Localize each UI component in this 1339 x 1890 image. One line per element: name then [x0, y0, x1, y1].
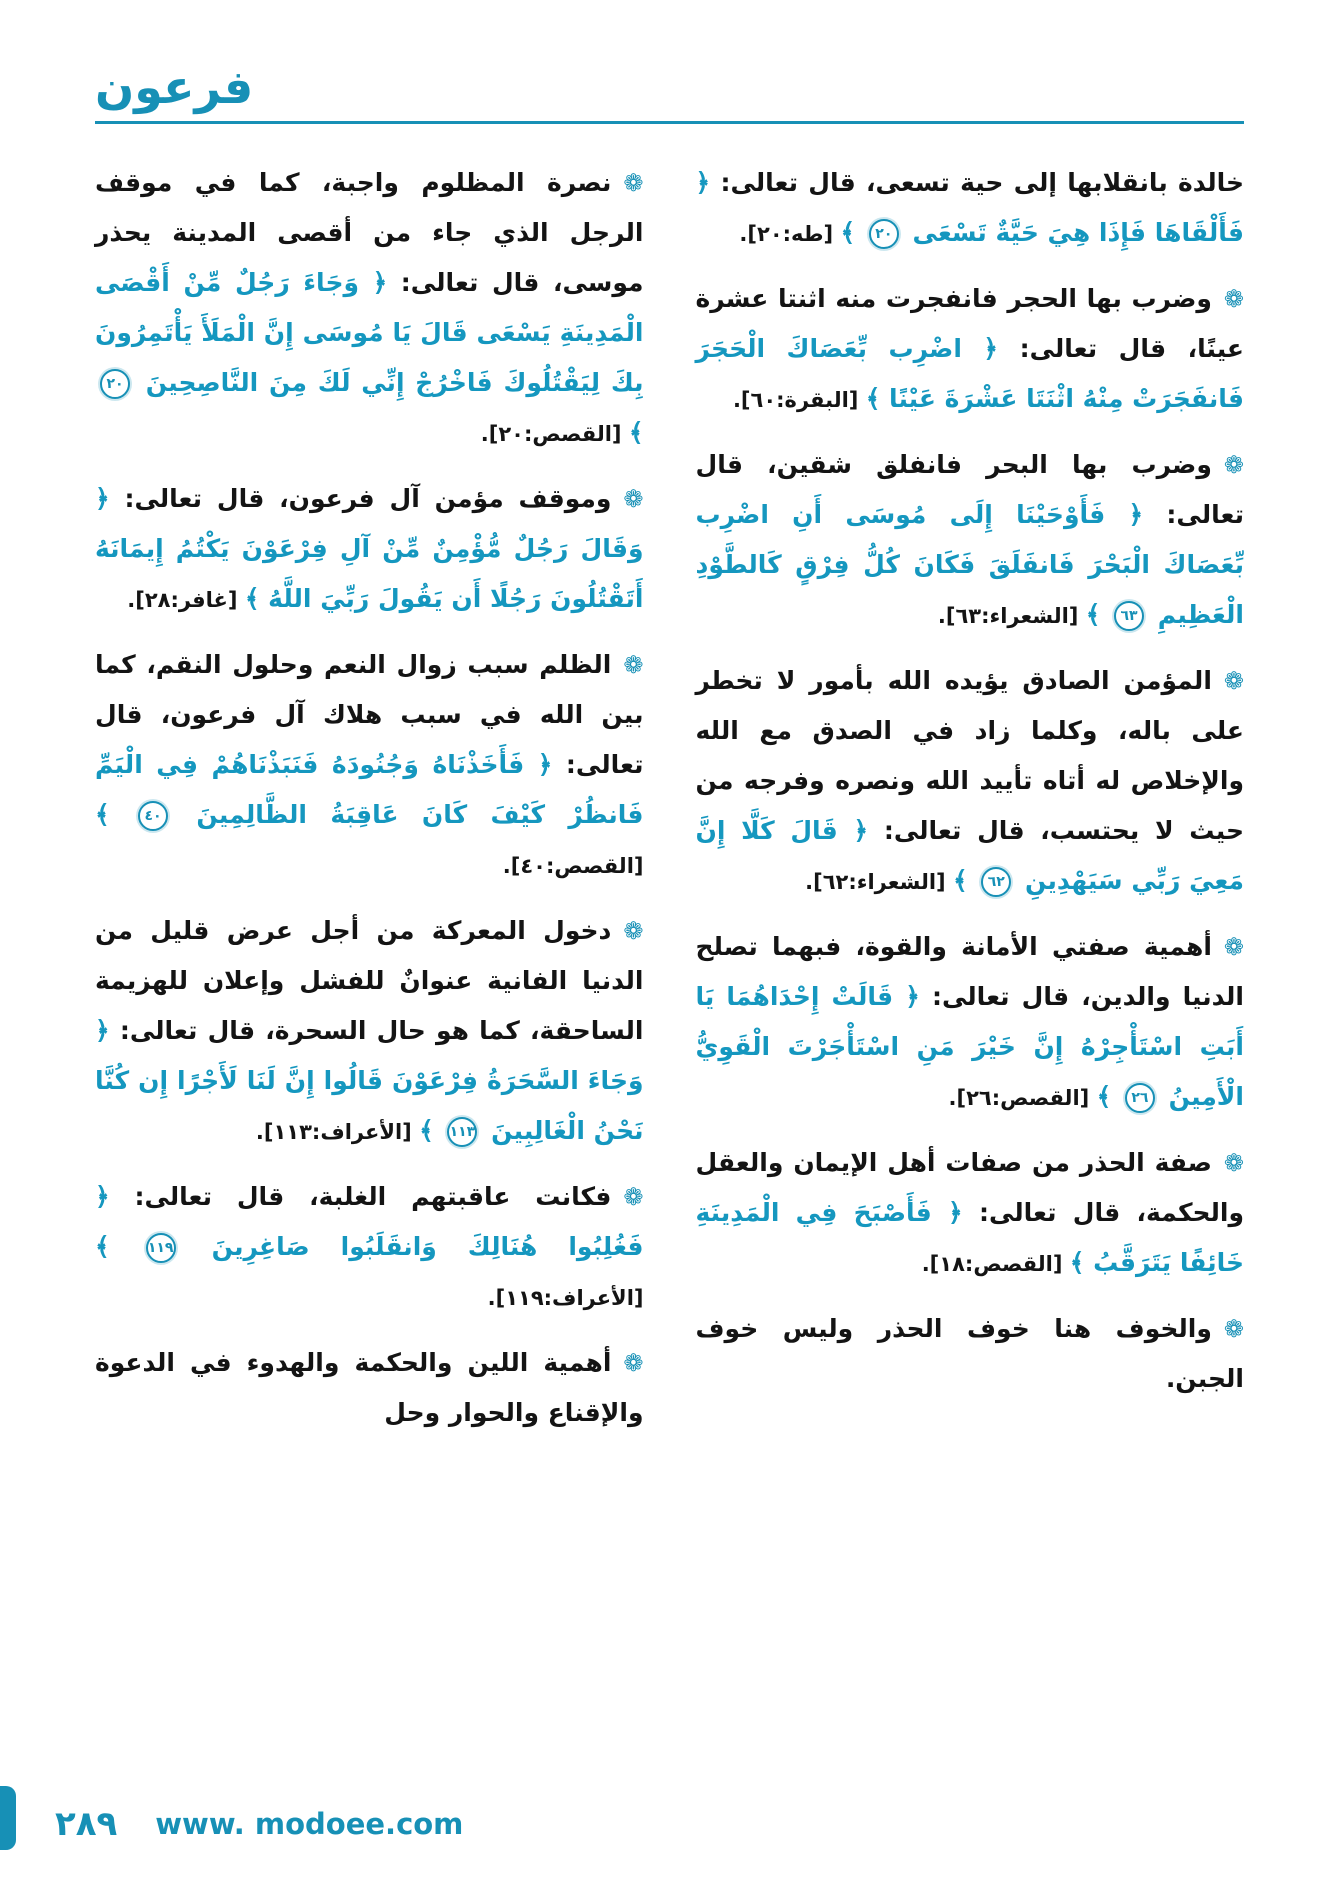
- list-item: [95, 158, 644, 458]
- page-title: فرعون: [95, 60, 254, 114]
- quran-verse: ﴿ فَأَوْحَيْنَا إِلَى مُوسَى أَنِ اضْرِب بِّعَصَاكَ الْبَحْرَ فَانفَلَقَ فَكَانَ كُلُّ فِرْقٍ كَالطَّوْدِ الْعَظِيمِ: [695, 499, 1244, 629]
- quran-verse: ﴾: [1085, 599, 1110, 629]
- list-item: [696, 274, 1245, 424]
- body-text: فكانت عاقبتهم الغلبة، قال تعالى:: [109, 1181, 612, 1211]
- quran-verse: ﴿ اضْرِب بِّعَصَاكَ الْحَجَرَ فَانفَجَرَتْ مِنْهُ اثْنَتَا عَشْرَةَ عَيْنًا ﴾: [695, 333, 1244, 413]
- body-text: خالدة بانقلابها إلى حية تسعى، قال تعالى:: [710, 167, 1244, 197]
- left-column: [95, 158, 644, 1454]
- quran-verse: ﴿ فَأَلْقَاهَا فَإِذَا هِيَ حَيَّةٌ تَسْعَى: [695, 167, 1244, 247]
- verse-number-marker: ٢٠: [100, 369, 130, 399]
- flower-bullet-icon: ❁: [623, 650, 644, 679]
- verse-reference: [القصص:٢٦].: [948, 1085, 1097, 1110]
- verse-reference: [الأعراف:١١٩].: [487, 1285, 644, 1310]
- verse-number-marker: ١١٩: [146, 1233, 176, 1263]
- list-item: [696, 1138, 1245, 1288]
- body-text: وضرب بها البحر فانفلق شقين، قال تعالى:: [695, 449, 1244, 529]
- body-text: أهمية اللين والحكمة والهدوء في الدعوة والإقناع والحوار وحل: [95, 1347, 644, 1427]
- flower-bullet-icon: ❁: [623, 484, 644, 513]
- body-text: أهمية صفتي الأمانة والقوة، فبهما تصلح الدنيا والدين، قال تعالى:: [695, 931, 1244, 1011]
- list-item: [95, 640, 644, 890]
- list-item: [696, 158, 1245, 258]
- list-item: [696, 440, 1245, 640]
- page-edge-tab: [0, 1786, 16, 1850]
- body-text: والخوف هنا خوف الحذر وليس خوف الجبن.: [695, 1313, 1244, 1393]
- verse-reference: [القصص:١٨].: [921, 1251, 1070, 1276]
- flower-bullet-icon: ❁: [1223, 932, 1244, 961]
- flower-bullet-icon: ❁: [623, 1182, 644, 1211]
- quran-verse: ﴿ فَأَخَذْنَاهُ وَجُنُودَهُ فَنَبَذْنَاهُمْ فِي الْيَمِّ فَانظُرْ كَيْفَ كَانَ عَاقِبَةُ الظَّالِمِينَ: [95, 749, 644, 829]
- verse-number-marker: ٦٣: [1114, 601, 1144, 631]
- quran-verse: ﴾: [628, 417, 644, 447]
- quran-verse: ﴾: [419, 1115, 443, 1145]
- verse-number-marker: ١١٣: [447, 1117, 477, 1147]
- quran-verse: ﴿ فَغُلِبُوا هُنَالِكَ وَانقَلَبُوا صَاغِرِينَ: [95, 1181, 644, 1261]
- quran-verse: ﴿ وَجَاءَ رَجُلٌ مِّنْ أَقْصَى الْمَدِينَةِ يَسْعَى قَالَ يَا مُوسَى إِنَّ الْمَلَأَ يَأْتَمِرُونَ بِكَ لِيَقْتُلُوكَ فَاخْرُجْ إِنِّي لَكَ مِنَ النَّاصِحِينَ: [95, 267, 644, 397]
- content-columns: [95, 158, 1244, 1454]
- flower-bullet-icon: ❁: [1223, 666, 1244, 695]
- flower-bullet-icon: ❁: [1223, 284, 1244, 313]
- quran-verse: ﴾: [95, 799, 134, 829]
- header-divider: [95, 121, 1244, 124]
- list-item: [95, 474, 644, 624]
- list-item: [696, 656, 1245, 906]
- quran-verse: ﴿ وَجَاءَ السَّحَرَةُ فِرْعَوْنَ قَالُوا إِنَّ لَنَا لَأَجْرًا إِن كُنَّا نَحْنُ الْغَالِبِينَ: [95, 1015, 644, 1145]
- quran-verse: ﴾: [1096, 1081, 1120, 1111]
- flower-bullet-icon: ❁: [623, 1348, 644, 1377]
- list-item: [95, 906, 644, 1156]
- body-text: دخول المعركة من أجل عرض قليل من الدنيا الفانية عنوانٌ للفشل وإعلان للهزيمة الساحقة، كما هو حال السحرة، قال تعالى:: [95, 915, 644, 1045]
- body-text: نصرة المظلوم واجبة، كما في موقف الرجل الذي جاء من أقصى المدينة يحذر موسى، قال تعالى:: [95, 167, 644, 297]
- verse-reference: [القصص:٢٠].: [480, 421, 629, 446]
- quran-verse: ﴿ وَقَالَ رَجُلٌ مُّؤْمِنٌ مِّنْ آلِ فِرْعَوْنَ يَكْتُمُ إِيمَانَهُ أَتَقْتُلُونَ رَجُلًا أَن يَقُولَ رَبِّيَ اللَّهُ ﴾: [95, 483, 644, 613]
- flower-bullet-icon: ❁: [1223, 450, 1244, 479]
- flower-bullet-icon: ❁: [623, 168, 644, 197]
- verse-reference: [الشعراء:٦٣].: [937, 603, 1086, 628]
- quran-verse: ﴾: [840, 217, 864, 247]
- flower-bullet-icon: ❁: [1223, 1148, 1244, 1177]
- quran-verse: ﴿ قَالَ كَلَّا إِنَّ مَعِيَ رَبِّي سَيَهْدِينِ: [695, 815, 1244, 895]
- list-item: [95, 1338, 644, 1438]
- body-text: وموقف مؤمن آل فرعون، قال تعالى:: [109, 483, 612, 513]
- flower-bullet-icon: ❁: [1223, 1314, 1244, 1343]
- verse-reference: [الأعراف:١١٣].: [255, 1119, 420, 1144]
- website-text: www. modoee.com: [155, 1807, 464, 1841]
- verse-number-marker: ٢٠: [869, 219, 899, 249]
- right-column: [696, 158, 1245, 1454]
- page-header: [95, 62, 1244, 113]
- page-number: ٢٨٩: [55, 1804, 118, 1844]
- quran-verse: ﴿ فَأَصْبَحَ فِي الْمَدِينَةِ خَائِفًا يَتَرَقَّبُ ﴾: [695, 1197, 1244, 1277]
- quran-verse: ﴾: [952, 865, 977, 895]
- body-text: المؤمن الصادق يؤيده الله بأمور لا تخطر على باله، وكلما زاد في الصدق مع الله والإخلاص له أتاه تأييد الله ونصره وفرجه من حيث لا يحتسب، قال تعالى:: [695, 665, 1244, 845]
- body-text: الظلم سبب زوال النعم وحلول النقم، كما بين الله في سبب هلاك آل فرعون، قال تعالى:: [95, 649, 644, 779]
- verse-number-marker: ٦٢: [981, 867, 1011, 897]
- verse-reference: [القصص:٤٠].: [502, 853, 644, 878]
- body-text: وضرب بها الحجر فانفجرت منه اثنتا عشرة عينًا، قال تعالى:: [695, 283, 1245, 363]
- list-item: [95, 1172, 644, 1322]
- verse-reference: [الشعراء:٦٢].: [805, 869, 953, 894]
- verse-reference: [طه:٢٠].: [739, 221, 841, 246]
- verse-number-marker: ٢٦: [1125, 1083, 1155, 1113]
- list-item: [696, 922, 1245, 1122]
- flower-bullet-icon: ❁: [623, 916, 644, 945]
- verse-number-marker: ٤٠: [138, 801, 168, 831]
- quran-verse: ﴾: [95, 1231, 141, 1261]
- list-item: [696, 1304, 1245, 1404]
- verse-reference: [البقرة:٦٠].: [732, 387, 866, 412]
- quran-verse: ﴿ قَالَتْ إِحْدَاهُمَا يَا أَبَتِ اسْتَأْجِرْهُ إِنَّ خَيْرَ مَنِ اسْتَأْجَرْتَ الْقَوِيُّ الْأَمِينُ: [695, 981, 1244, 1111]
- page-footer: [55, 1804, 463, 1844]
- body-text: صفة الحذر من صفات أهل الإيمان والعقل والحكمة، قال تعالى:: [695, 1147, 1244, 1227]
- verse-reference: [غافر:٢٨].: [127, 587, 245, 612]
